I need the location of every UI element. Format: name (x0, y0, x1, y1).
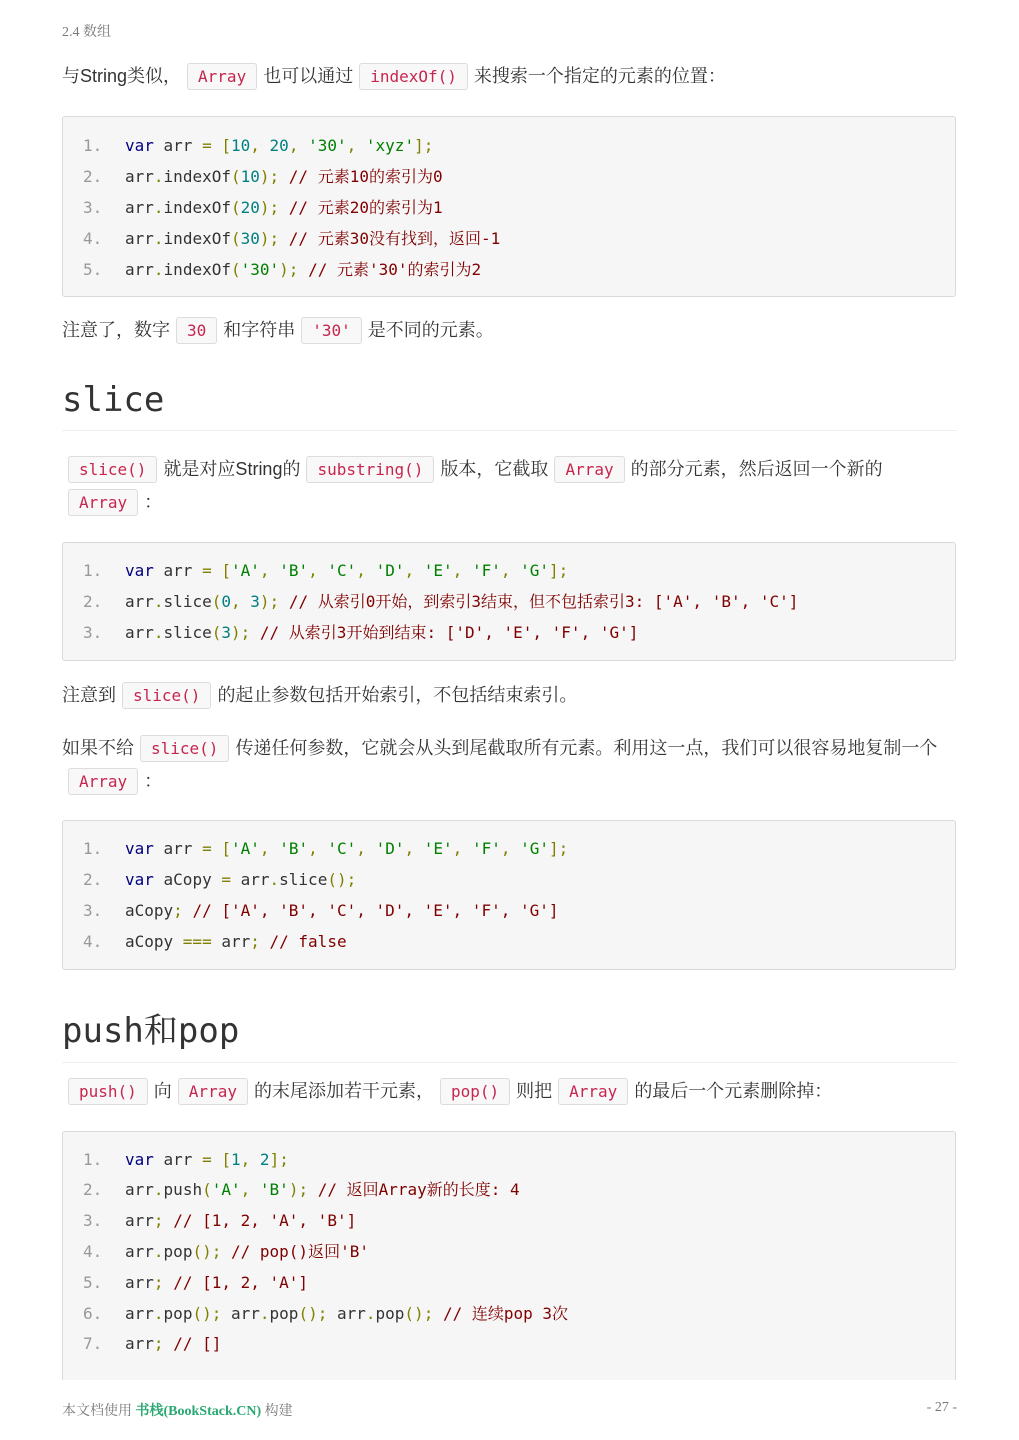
text: 传递任何参数，它就会从头到尾截取所有元素。利用这一点，我们可以很容易地复制一个 (235, 738, 938, 758)
code-text: arr; // [] (125, 1334, 222, 1353)
inline-code: slice() (122, 682, 211, 709)
inline-code: 30 (176, 317, 217, 344)
text: 向 (153, 1081, 172, 1101)
text: 版本，它截取 (440, 459, 549, 479)
code-text: var aCopy = arr.slice(); (125, 870, 357, 889)
code-text: arr.indexOf(20); // 元素20的索引为1 (125, 198, 443, 217)
footer-text: 构建 (264, 1404, 293, 1419)
code-text: arr.pop(); // pop()返回'B' (125, 1242, 369, 1261)
text: 注意到 (62, 685, 116, 705)
text: 的起止参数包括开始索引，不包括结束索引。 (217, 685, 578, 705)
text: 也可以通过 (263, 66, 354, 86)
text: ： (144, 771, 163, 791)
section-heading-pushpop: push和pop (62, 1003, 957, 1063)
note-paragraph (62, 314, 957, 347)
code-text: arr.indexOf('30'); // 元素'30'的索引为2 (125, 260, 482, 279)
inline-code: slice() (140, 735, 229, 762)
text: 则把 (516, 1081, 553, 1101)
code-text: var arr = ['A', 'B', 'C', 'D', 'E', 'F', 'G']; (125, 839, 569, 858)
text: 来搜索一个指定的元素的位置： (473, 66, 726, 86)
page-number: - 27 - (926, 1400, 957, 1415)
code-text: var arr = ['A', 'B', 'C', 'D', 'E', 'F', 'G']; (125, 561, 569, 580)
code-text: arr.indexOf(10); // 元素10的索引为0 (125, 167, 443, 186)
code-block-pushpop: 1. var arr = [1, 2]; 2. arr.push('A', 'B'); // 返回Array新的长度: 4 3. arr; // [1, 2, 'A', 'B'] 4. arr.pop(); // pop()返回'B' 5. arr; // [1, 2, 'A'] 6. arr.pop(); arr.pop(); arr.pop(); // 连续pop 3次 7. arr; // [] (62, 1131, 956, 1380)
intro-paragraph (62, 60, 957, 93)
code-text: arr; // [1, 2, 'A'] (125, 1273, 309, 1292)
text: 的部分元素，然后返回一个新的 (630, 459, 883, 479)
section-heading-slice: slice (62, 380, 957, 431)
inline-code: Array (68, 768, 138, 795)
code-block-slice: 1. var arr = ['A', 'B', 'C', 'D', 'E', 'F', 'G']; 2. arr.slice(0, 3); // 从索引0开始，到索引3结束，但不包括索引3: ['A', 'B', 'C'] 3. arr.slice(3); // 从索引3开始到结束: ['D', 'E', 'F', 'G'] (62, 542, 956, 661)
text: 和字符串 (223, 320, 296, 340)
inline-code: Array (187, 63, 257, 90)
code-text: arr.slice(0, 3); // 从索引0开始，到索引3结束，但不包括索引3: ['A', 'B', 'C'] (125, 592, 799, 611)
footer-text: 本文档使用 (62, 1404, 132, 1419)
inline-code: Array (558, 1078, 628, 1105)
inline-code: pop() (440, 1078, 510, 1105)
inline-code: Array (178, 1078, 248, 1105)
code-text: var arr = [10, 20, '30', 'xyz']; (125, 136, 434, 155)
code-text: arr.slice(3); // 从索引3开始到结束: ['D', 'E', 'F', 'G'] (125, 623, 639, 642)
inline-code: slice() (68, 456, 157, 483)
text: ： (144, 492, 163, 512)
code-text: aCopy; // ['A', 'B', 'C', 'D', 'E', 'F', 'G'] (125, 901, 559, 920)
running-header: 2.4 数组 (62, 25, 111, 40)
inline-code: substring() (306, 456, 434, 483)
brand-link[interactable]: 书栈(BookStack.CN) (135, 1404, 262, 1419)
code-block-indexof: 1. var arr = [10, 20, '30', 'xyz']; 2. arr.indexOf(10); // 元素10的索引为0 3. arr.indexOf(20); // 元素20的索引为1 4. arr.indexOf(30); // 元素30没有找到，返回-1 5. arr.indexOf('30'); // 元素'30'的索引为2 (62, 116, 956, 297)
inline-code: Array (554, 456, 624, 483)
slice-note-paragraph (62, 679, 957, 712)
text: 就是对应String的 (163, 459, 301, 479)
text: 是不同的元素。 (367, 320, 494, 340)
inline-code: '30' (301, 317, 362, 344)
slice-paragraph (62, 453, 957, 519)
pushpop-paragraph (62, 1075, 957, 1108)
code-text: aCopy === arr; // false (125, 932, 347, 951)
text: 与String类似， (62, 66, 182, 86)
code-text: arr; // [1, 2, 'A', 'B'] (125, 1211, 357, 1230)
inline-code: push() (68, 1078, 148, 1105)
inline-code: Array (68, 489, 138, 516)
text: 注意了，数字 (62, 320, 170, 340)
page-footer (62, 1400, 957, 1420)
code-text: arr.pop(); arr.pop(); arr.pop(); // 连续pop 3次 (125, 1304, 569, 1323)
text: 如果不给 (62, 738, 134, 758)
text: 的最后一个元素删除掉： (634, 1081, 833, 1101)
code-text: arr.indexOf(30); // 元素30没有找到，返回-1 (125, 229, 501, 248)
inline-code: indexOf() (359, 63, 468, 90)
slice-copy-paragraph (62, 732, 957, 798)
code-block-slice-copy: 1. var arr = ['A', 'B', 'C', 'D', 'E', 'F', 'G']; 2. var aCopy = arr.slice(); 3. aCopy; // ['A', 'B', 'C', 'D', 'E', 'F', 'G'] 4. aCopy === arr; // false (62, 820, 956, 970)
text: 的末尾添加若干元素， (253, 1081, 434, 1101)
code-text: arr.push('A', 'B'); // 返回Array新的长度: 4 (125, 1180, 520, 1199)
code-text: var arr = [1, 2]; (125, 1150, 289, 1169)
